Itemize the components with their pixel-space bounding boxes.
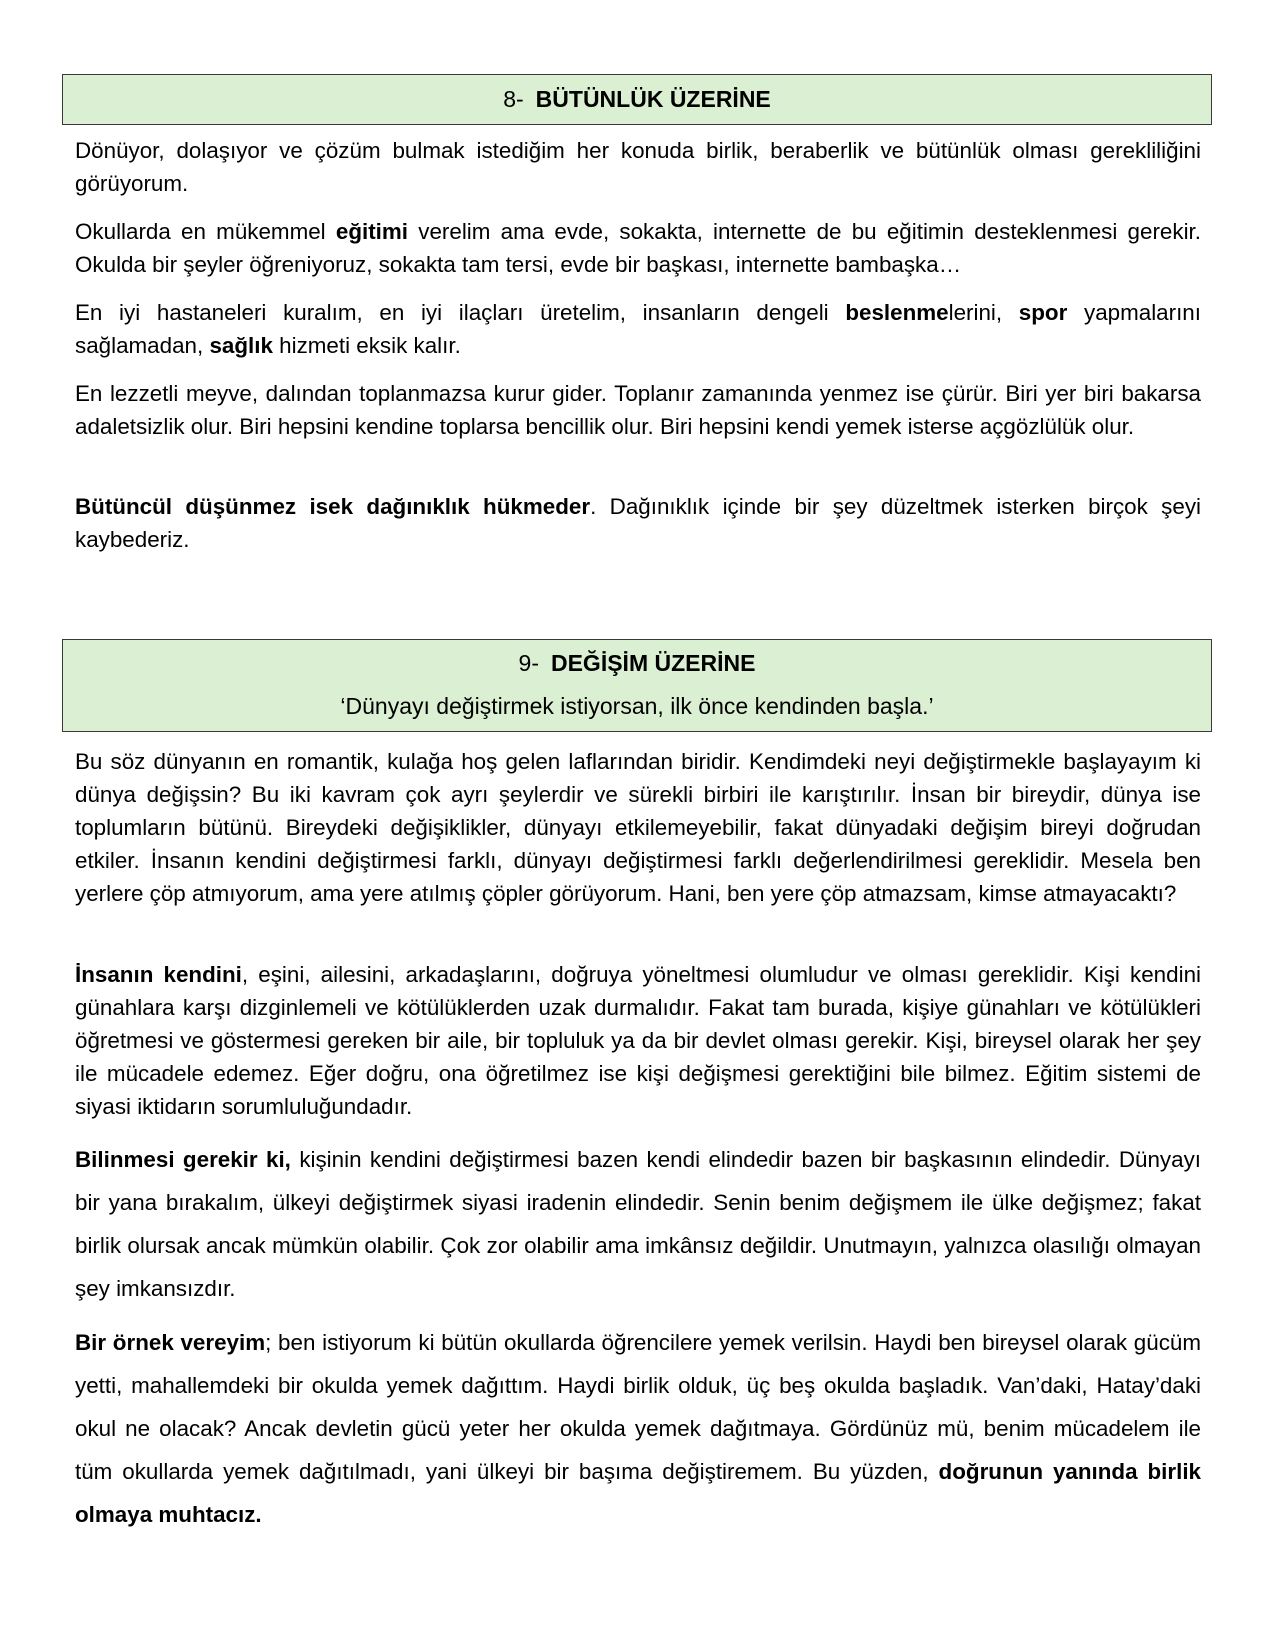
text-run: . Dağınıklık içinde bir şey düzeltmek isterken birçok şeyi kaybederiz. xyxy=(75,494,1201,552)
text-run: kişinin kendini değiştirmesi bazen kendi elindedir bazen bir başkasının elindedir. Dünyayı bir yana bırakalım, ülkeyi değiştirmek siyasi iradenin elindedir. Senin benim değişmem ile ülke değişmez; fakat birlik olursak ancak mümkün olabilir. Çok zor olabilir ama imkânsız değildir. Unutmayın, yalnızca olasılığı olmayan şey imkansızdır. xyxy=(75,1147,1201,1301)
text-run: En iyi hastaneleri kuralım, en iyi ilaçları üretelim, insanların dengeli xyxy=(75,300,846,325)
section-9-number: 9- xyxy=(518,650,539,676)
bold-text: Bir örnek vereyim xyxy=(75,1330,266,1355)
bold-text: eğitimi xyxy=(335,219,409,244)
section-8-paragraph-3 xyxy=(75,296,1201,362)
section-8-number: 8- xyxy=(503,86,524,112)
text-run: yapmalarını sağlamadan, xyxy=(75,300,1201,358)
section-8-header xyxy=(62,74,1212,125)
section-9-quote: ‘Dünyayı değiştirmek istiyorsan, ilk önce kendinden başla.’ xyxy=(340,693,934,719)
bold-text: beslenme xyxy=(845,300,949,325)
section-9-header xyxy=(62,639,1212,732)
bold-text: İnsanın kendini xyxy=(75,962,242,987)
section-8-paragraph-2 xyxy=(75,215,1201,281)
section-8-heading xyxy=(63,85,1211,113)
section-9-paragraph-1: Bu söz dünyanın en romantik, kulağa hoş gelen laflarından biridir. Kendimdeki neyi değiştirmekle başlayayım ki dünya değişsin? Bu iki kavram çok ayrı şeylerdir ve sürekli birbiri ile karıştırılır. İnsan bir bireydir, dünya ise toplumların bütünü. Bireydeki değişiklikler, dünyayı etkilemeyebilir, fakat dünyadaki değişim bireyi doğrudan etkiler. İnsanın kendini değiştirmesi farklı, dünyayı değiştirmesi farklı değerlendirilmesi gereklidir. Mesela ben yerlere çöp atmıyorum, ama yere atılmış çöpler görüyorum. Hani, ben yere çöp atmazsam, kimse atmayacaktı? xyxy=(75,749,1201,906)
section-8-paragraph-5 xyxy=(75,490,1201,556)
text-run: ; ben istiyorum ki bütün okullarda öğrencilere yemek verilsin. Haydi ben bireysel olarak gücüm yetti, mahallemdeki bir okulda yemek dağıttım. Haydi birlik olduk, üç beş okulda başladık. Van’daki, Hatay’daki okul ne olacak? Ancak devletin gücü yeter her okulda yemek dağıtmaya. Gördünüz mü, benim mücadelem ile tüm okullarda yemek dağıtılmadı, yani ülkeyi bir başıma değiştiremem. Bu yüzden, xyxy=(75,1330,1201,1484)
bold-text: Bütüncül düşünmez isek dağınıklık hükmeder xyxy=(75,494,591,519)
section-8-title: BÜTÜNLÜK ÜZERİNE xyxy=(535,86,771,112)
bold-text: doğrunun yanında birlik olmaya muhtacız. xyxy=(75,1459,1201,1527)
text-run: verelim ama evde, sokakta, internette de bu eğitimin desteklenmesi gerekir. Okulda bir şeyler öğreniyoruz, sokakta tam tersi, evde bir başkası, internette bambaşka… xyxy=(75,219,1201,277)
section-9-paragraph-2 xyxy=(75,958,1201,1123)
section-9-heading xyxy=(63,649,1211,677)
bold-text: sağlık xyxy=(209,333,273,358)
bold-text: Bilinmesi gerekir ki, xyxy=(75,1147,291,1172)
text-run: Okullarda en mükemmel xyxy=(75,219,336,244)
section-8-paragraph-4: En lezzetli meyve, dalından toplanmazsa kurur gider. Toplanır zamanında yenmez ise çürür. Biri yer biri bakarsa adaletsizlik olur. Biri hepsini kendine toplarsa bencillik olur. Biri hepsini kendi yemek isterse açgözlülük olur. xyxy=(75,381,1201,439)
text-run: hizmeti eksik kalır. xyxy=(272,333,461,358)
section-8-paragraph-1: Dönüyor, dolaşıyor ve çözüm bulmak istediğim her konuda birlik, beraberlik ve bütünlük olması gerekliliğini görüyorum. xyxy=(75,138,1201,196)
text-run: , eşini, ailesini, arkadaşlarını, doğruya yöneltmesi olumludur ve olması gereklidir. Kişi kendini günahlara karşı dizginlemeli ve kötülüklerden uzak durmalıdır. Fakat tam burada, kişiye günahları ve kötülükleri öğretmesi ve göstermesi gereken bir aile, bir topluluk ya da bir devlet olması gerekir. Kişi, bireysel olarak her şey ile mücadele edemez. Eğer doğru, ona öğretilmez ise kişi değişmesi gerektiğini bile bilmez. Eğitim sistemi de siyasi iktidarın sorumluluğundadır. xyxy=(75,962,1201,1119)
text-run: lerini, xyxy=(948,300,1019,325)
section-9-title: DEĞİŞİM ÜZERİNE xyxy=(550,650,756,676)
bold-text: spor xyxy=(1018,300,1068,325)
section-9-paragraph-3 xyxy=(75,1138,1201,1310)
section-9-paragraph-4 xyxy=(75,1321,1201,1536)
